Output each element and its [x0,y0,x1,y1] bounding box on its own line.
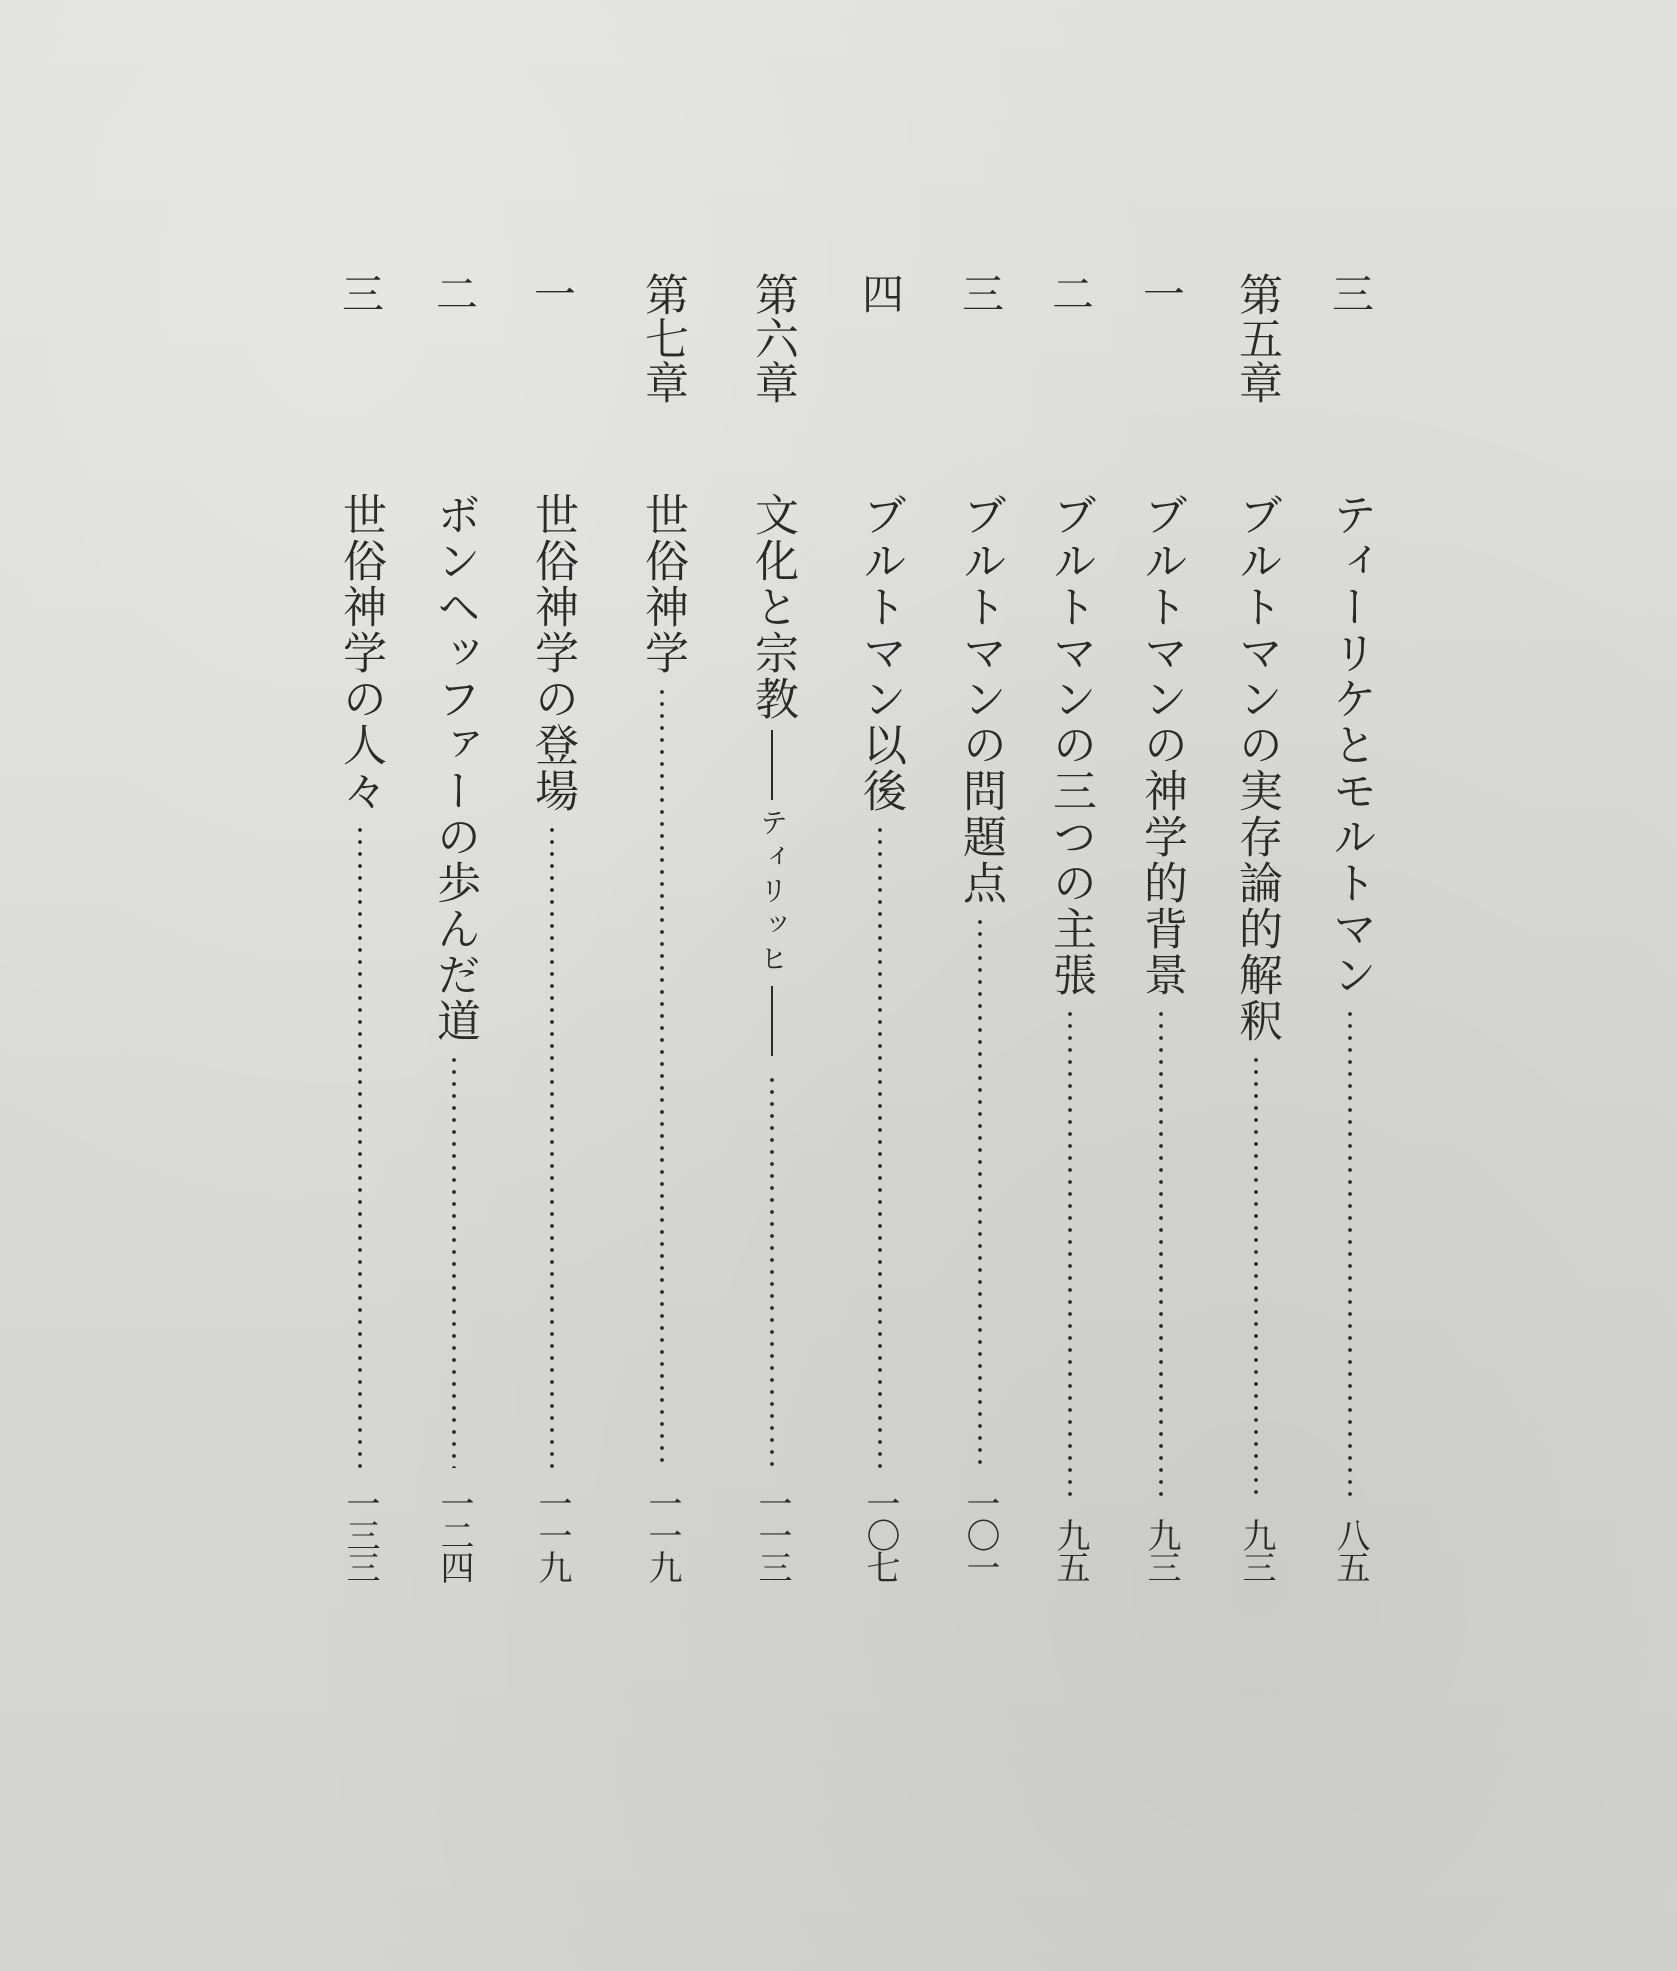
entry-title: ボンヘッファーの歩んだ道 [429,492,480,1044]
entry-subtitle: ティリッヒ [756,808,789,978]
dot-leader [769,1074,775,1468]
dot-leader [357,824,363,1468]
page-number: 一一九 [642,1486,682,1582]
em-dash [771,730,773,800]
em-dash [771,986,773,1056]
page-number: 九三 [1236,1518,1276,1582]
page-number: 八五 [1330,1518,1370,1582]
page-number: 一三三 [340,1486,380,1582]
toc-chapter-entry [742,272,802,1582]
section-number: 三 [336,272,385,314]
page-number: 一〇七 [860,1486,900,1582]
page-number: 一〇一 [960,1486,1000,1582]
page-number: 一一九 [532,1486,572,1582]
entry-title: ブルトマンの神学的背景 [1136,492,1187,998]
entry-title: ティーリケとモルトマン [1325,492,1376,998]
dot-leader [549,824,555,1468]
dot-leader [1253,1054,1259,1500]
section-number: 四 [856,272,905,314]
entry-title: 世俗神学の人々 [335,492,386,814]
toc-entry [330,272,390,1582]
entry-title: ブルトマンの問題点 [955,492,1006,906]
page-number: 九五 [1050,1518,1090,1582]
toc-chapter-entry [1226,272,1286,1582]
toc-entry [1040,272,1100,1582]
toc-entry [522,272,582,1582]
section-number: 三 [1326,272,1375,314]
dot-leader [1067,1008,1073,1500]
section-number: 二 [1046,272,1095,314]
page-number: 一一三 [752,1486,792,1582]
section-number: 一 [528,272,577,314]
entry-title: ブルトマン以後 [855,492,906,814]
section-number: 三 [956,272,1005,314]
section-number: 二 [430,272,479,314]
toc-entry [1320,272,1380,1582]
entry-title: 世俗神学 [637,492,688,676]
chapter-number: 第五章 [1231,272,1282,404]
toc-entry [1131,272,1191,1582]
page-number: 九三 [1141,1518,1181,1582]
section-number: 一 [1137,272,1186,314]
entry-title: 文化と宗教 [747,492,798,722]
page-number: 一二四 [434,1486,474,1582]
dot-leader [451,1054,457,1468]
toc-chapter-entry [632,272,692,1582]
dot-leader [1158,1008,1164,1500]
dot-leader [877,824,883,1468]
entry-title: ブルトマンの実存論的解釈 [1231,492,1282,1044]
entry-title: 世俗神学の登場 [527,492,578,814]
dot-leader [659,686,665,1468]
dot-leader [977,916,983,1468]
toc-entry [950,272,1010,1582]
toc-entry [424,272,484,1582]
dot-leader [1347,1008,1353,1500]
toc-entry [850,272,910,1582]
chapter-number: 第七章 [637,272,688,404]
chapter-number: 第六章 [747,272,798,404]
entry-title: ブルトマンの三つの主張 [1045,492,1096,998]
